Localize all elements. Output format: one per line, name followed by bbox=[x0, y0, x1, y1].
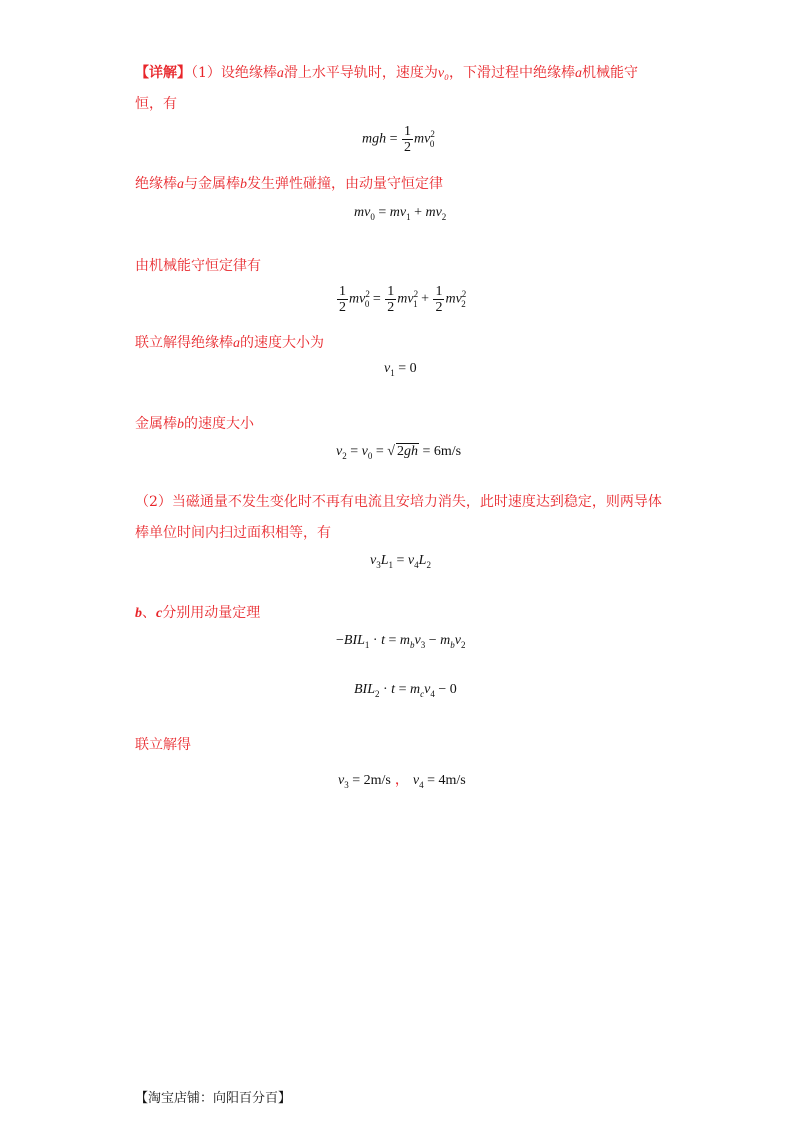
speed-b-text: 金属棒b的速度大小 bbox=[135, 416, 254, 432]
energy-text: 由机械能守恒定律有 bbox=[135, 258, 261, 274]
collision-text: 绝缘棒a与金属棒b发生弹性碰撞，由动量守恒定律 bbox=[135, 176, 443, 192]
impulse-text: b、c分别用动量定理 bbox=[135, 605, 261, 621]
equation-v1: $v_1 = 0$ bbox=[384, 361, 417, 378]
equation-impulse-b: $-BIL_1 \cdot t = m_bv_3 - m_bv_2$ bbox=[336, 633, 466, 650]
equation-impulse-c: $BIL_2 \cdot t = m_cv_4 - 0$ bbox=[354, 682, 457, 699]
part2-text-line2: 棒单位时间内扫过面积相等，有 bbox=[135, 525, 331, 541]
equation-v2: $v_2 = v_0$ = √ 2gh = 6m/s bbox=[336, 444, 462, 461]
solve-a-text: 联立解得绝缘棒a的速度大小为 bbox=[135, 335, 324, 351]
equation-area: $v_3L_1 = v_4L_2$ bbox=[370, 553, 431, 570]
final-text: 联立解得 bbox=[135, 737, 191, 753]
part2-text: （2）当磁通量不发生变化时不再有电流且安培力消失，此时速度达到稳定，则两导体 bbox=[135, 494, 662, 510]
equation-energy-slide: mgh = $\frac{1}{2}$ $mv^2_0$ bbox=[362, 124, 435, 155]
detail-heading: 【详解】 bbox=[135, 65, 191, 81]
solution-intro: 【详解】（1）设绝缘棒a滑上水平导轨时，速度为v₀，下滑过程中绝缘棒a机械能守 bbox=[135, 65, 639, 81]
solution-intro-line2: 恒，有 bbox=[135, 96, 177, 112]
equation-final: $v_3 = 2m/s$ ， $v_4 = 4m/s$ bbox=[338, 772, 466, 790]
equation-momentum: $mv_0 = mv_1 + mv_2$ bbox=[354, 205, 447, 222]
equation-energy-collision: $\frac{1}{2}$ $mv^2_0$ = $\frac{1}{2}$ $mv^2_1$ + $\frac{1}{2}$ $mv^2_2$ bbox=[339, 284, 467, 315]
shop-footer: 【淘宝店铺：向阳百分百】 bbox=[135, 1091, 292, 1106]
